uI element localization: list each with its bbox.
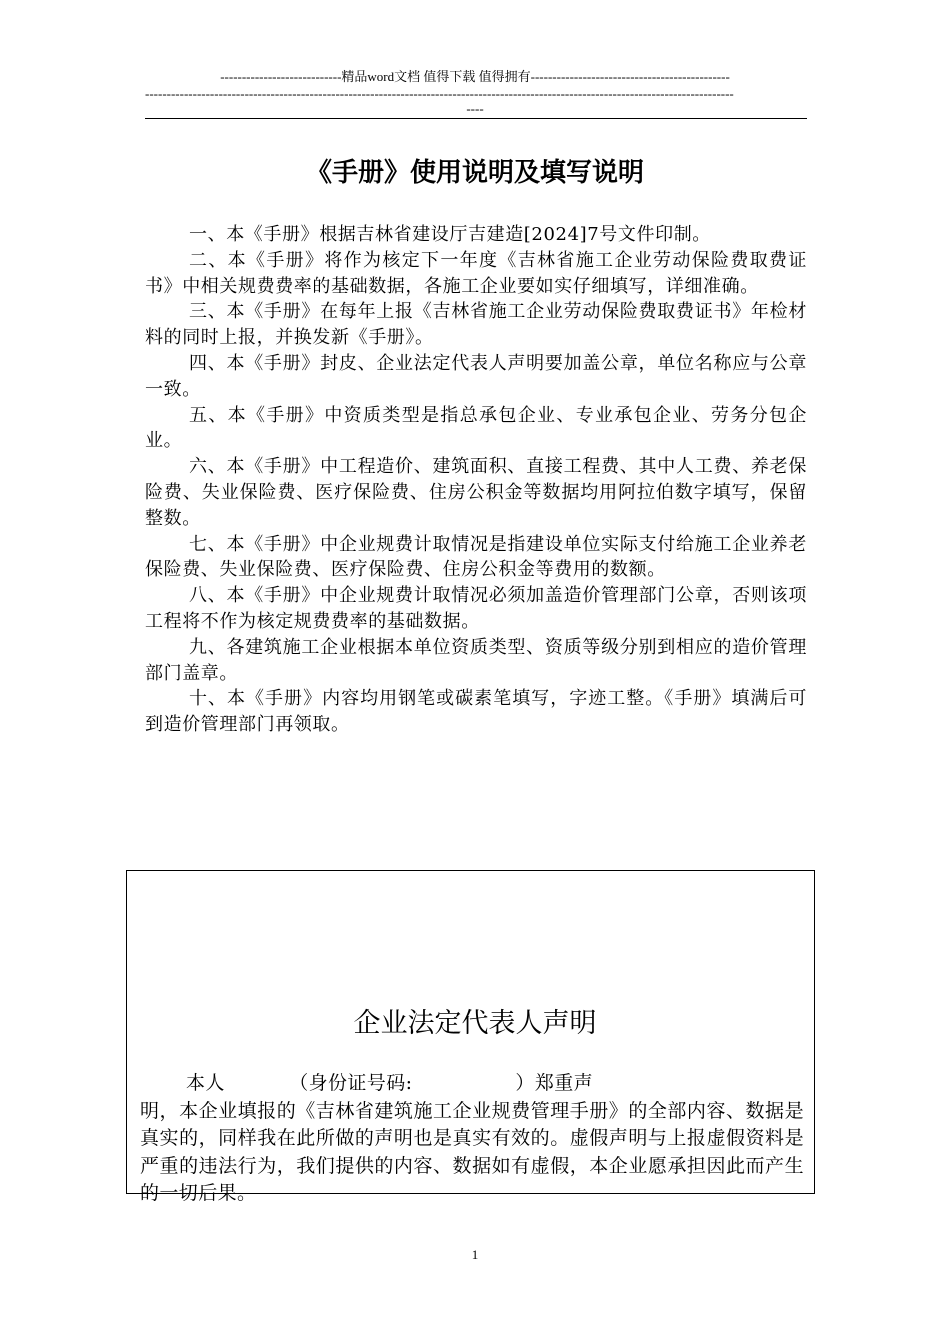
declaration-text (140, 1070, 804, 1208)
instruction-item-3: 三、本《手册》在每年上报《吉林省施工企业劳动保险费取费证书》年检材料的同时上报，并换发新《手册》。 (145, 301, 807, 349)
declaration-title: 企业法定代表人声明 (353, 1008, 597, 1039)
header-banner: ----------------------------精品word文档 值得下载 值得拥有---------------------------------------------- (220, 69, 730, 84)
page-title: 《手册》使用说明及填写说明 (305, 158, 644, 188)
declaration-first-line: 本人 （身份证号码: ）郑重声 (186, 1072, 594, 1094)
instructions-list (145, 222, 807, 738)
instruction-item-7: 七、本《手册》中企业规费计取情况是指建设单位实际支付给施工企业养老保险费、失业保险费、医疗保险费、住房公积金等费用的数额。 (145, 533, 807, 581)
declaration-body: 明，本企业填报的《吉林省建筑施工企业规费管理手册》的全部内容、数据是真实的，同样我在此所做的声明也是真实有效的。虚假声明与上报虚假资料是严重的违法行为，我们提供的内容、数据如有虚假，本企业愿承担因此而产生的一切后果。 (140, 1099, 804, 1204)
instruction-item-2: 二、本《手册》将作为核定下一年度《吉林省施工企业劳动保险费取费证书》中相关规费费率的基础数据，各施工企业要如实仔细填写，详细准确。 (145, 249, 807, 297)
header-dash-tail: ---- (466, 101, 484, 116)
instruction-item-6: 六、本《手册》中工程造价、建筑面积、直接工程费、其中人工费、养老保险费、失业保险费、医疗保险费、住房公积金等数据均用阿拉伯数字填写，保留整数。 (145, 456, 807, 529)
instruction-item-1: 一、本《手册》根据吉林省建设厅吉建造[2024]7号文件印制。 (189, 224, 711, 245)
header-dash-line: ---------------------------------------------------------------------------------------------------------------------------------------- (145, 86, 734, 101)
instruction-item-4: 四、本《手册》封皮、企业法定代表人声明要加盖公章，单位名称应与公章一致。 (145, 352, 807, 400)
instruction-item-10: 十、本《手册》内容均用钢笔或碳素笔填写，字迹工整。《手册》填满后可到造价管理部门再领取。 (145, 688, 807, 736)
instruction-item-9: 九、各建筑施工企业根据本单位资质类型、资质等级分别到相应的造价管理部门盖章。 (145, 636, 807, 684)
header-rule (145, 118, 807, 119)
instruction-item-8: 八、本《手册》中企业规费计取情况必须加盖造价管理部门公章，否则该项工程将不作为核定规费费率的基础数据。 (145, 585, 807, 632)
instruction-item-5: 五、本《手册》中资质类型是指总承包企业、专业承包企业、劳务分包企业。 (145, 404, 807, 452)
page-number: 1 (471, 1247, 479, 1262)
